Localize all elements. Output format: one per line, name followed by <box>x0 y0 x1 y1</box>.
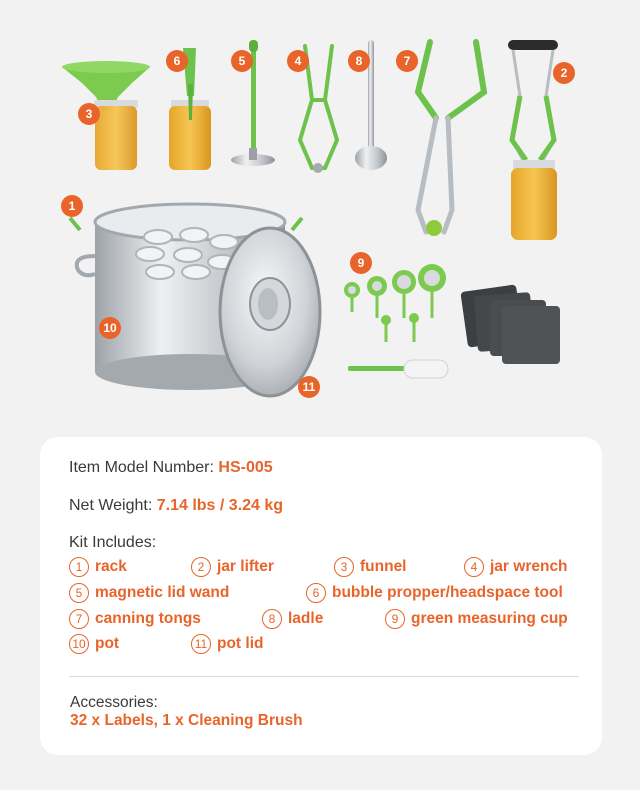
funnel-jar-icon <box>62 61 150 170</box>
canning-tongs-icon <box>418 42 484 236</box>
callout-badge-9: 9 <box>350 252 372 274</box>
kit-includes-label: Kit Includes: <box>69 534 157 551</box>
kit-item-label: ladle <box>288 610 324 627</box>
kit-item-number: 9 <box>385 609 405 629</box>
callout-badge-4: 4 <box>287 50 309 72</box>
callout-badge-3: 3 <box>78 103 100 125</box>
accessories-value: 32 x Labels, 1 x Cleaning Brush <box>70 712 303 729</box>
model-value: HS-005 <box>218 459 273 476</box>
kit-item-number: 1 <box>69 557 89 577</box>
kit-item-8 <box>262 609 323 629</box>
callout-badge-10: 10 <box>99 317 121 339</box>
callout-badge-5: 5 <box>231 50 253 72</box>
kit-item-9 <box>385 609 568 629</box>
kit-item-10 <box>69 634 119 654</box>
kit-item-number: 7 <box>69 609 89 629</box>
kit-item-label: green measuring cup <box>411 610 568 627</box>
kit-item-3 <box>334 557 407 577</box>
kit-item-number: 8 <box>262 609 282 629</box>
pot-lid-icon <box>220 228 320 396</box>
kit-item-label: jar lifter <box>217 558 274 575</box>
model-row <box>69 459 273 477</box>
chalk-labels-icon <box>460 284 560 364</box>
kit-item-6 <box>306 583 563 603</box>
kit-item-1 <box>69 557 127 577</box>
kit-item-label: jar wrench <box>490 558 568 575</box>
kit-item-5 <box>69 583 229 603</box>
weight-value: 7.14 lbs / 3.24 kg <box>156 497 284 514</box>
kit-item-number: 4 <box>464 557 484 577</box>
measuring-cups-icon <box>344 264 446 342</box>
kit-item-7 <box>69 609 201 629</box>
kit-item-number: 3 <box>334 557 354 577</box>
kit-item-number: 2 <box>191 557 211 577</box>
callout-badge-7: 7 <box>396 50 418 72</box>
kit-item-label: pot lid <box>217 635 264 652</box>
callout-badge-2: 2 <box>553 62 575 84</box>
model-label: Item Model Number: <box>69 459 214 476</box>
kit-item-label: bubble propper/headspace tool <box>332 584 563 601</box>
jar-lifter-icon <box>508 40 558 240</box>
spec-card <box>40 437 602 755</box>
weight-row <box>69 497 283 515</box>
kit-item-number: 10 <box>69 634 89 654</box>
kit-item-11 <box>191 634 264 654</box>
kit-item-label: canning tongs <box>95 610 201 627</box>
kit-item-label: rack <box>95 558 127 575</box>
kit-item-4 <box>464 557 568 577</box>
kit-item-2 <box>191 557 274 577</box>
accessories-label: Accessories: <box>70 694 158 711</box>
divider <box>69 676 579 677</box>
cleaning-brush-icon <box>348 360 448 378</box>
kit-item-label: pot <box>95 635 120 652</box>
callout-badge-11: 11 <box>298 376 320 398</box>
callout-badge-8: 8 <box>348 50 370 72</box>
callout-badge-1: 1 <box>61 195 83 217</box>
kit-item-number: 6 <box>306 583 326 603</box>
kit-item-number: 11 <box>191 634 211 654</box>
callout-badge-6: 6 <box>166 50 188 72</box>
kit-item-number: 5 <box>69 583 89 603</box>
kit-item-label: funnel <box>360 558 407 575</box>
kit-item-label: magnetic lid wand <box>95 584 230 601</box>
weight-label: Net Weight: <box>69 497 153 514</box>
